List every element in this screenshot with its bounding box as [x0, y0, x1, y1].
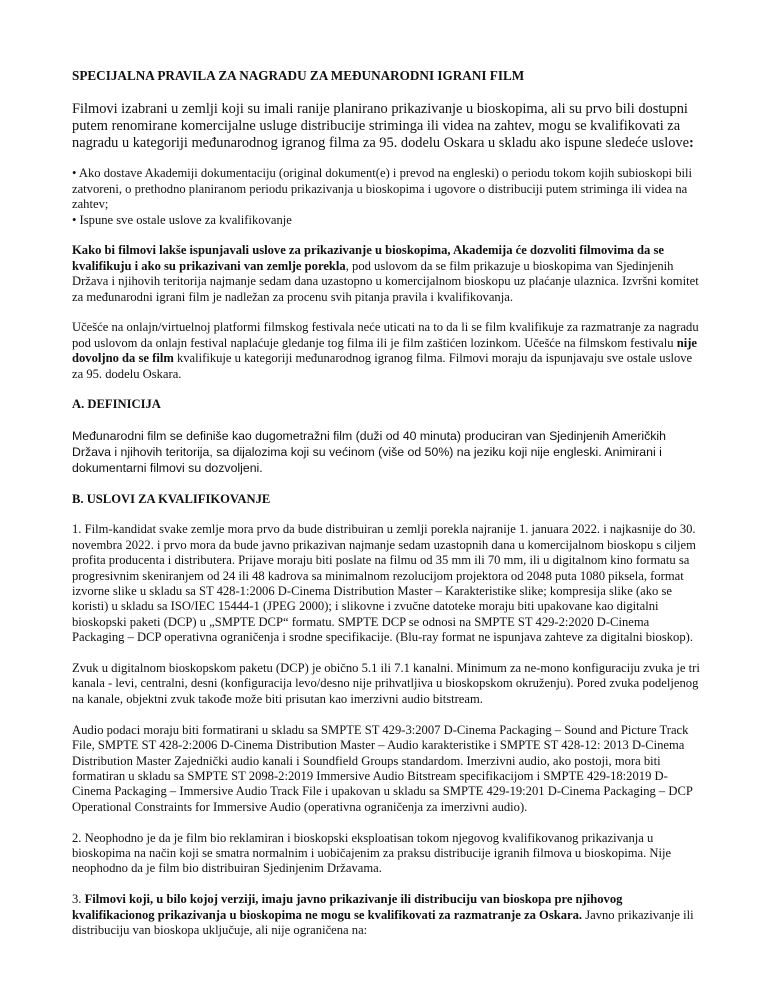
online-after: kvalifikuje u kategoriji međunarodnog igranog filma. Filmovi moraju da ispunjavaju sve ostale uslove za 95. dodelu Oskara. — [72, 351, 693, 381]
rule-3-bold: Filmovi koji, u bilo kojoj verziji, imaju javno prikazivanje ili distribuciju van bioskopa pre njihovog kvalifikacionog prikazivanja u bioskopima ne mogu se kvalifikovati za razmatranje za Oskara. — [72, 892, 623, 922]
academy-bold: Kako bi filmovi lakše ispunjavali uslove za prikazivanje u bioskopima, Akademija će dozvoliti filmovima da se kvalifikuju i ako su prikazivani van zemlje porekla — [72, 243, 664, 273]
section-a-heading: A. DEFINICIJA — [72, 397, 161, 412]
academy-rest: , pod uslovom da se film prikazuje u bioskopima van Sjedinjenih Država i njihovih teritorija najmanje sedam dana uzastopno u komercijalnom bioskopu uz plaćanje ulaznica. Izvršni komitet za međunarodni igrani film je nadležan za procenu svih pitanja pravila i kvalifikovanja. — [72, 258, 699, 304]
sound-paragraph: Zvuk u digitalnom bioskopskom paketu (DCP) je obično 5.1 ili 7.1 kanalni. Minimum za ne-mono konfiguraciju zvuka je tri kanala - levi, centralni, desni (konfiguracija levo/desno nije prihvatljiva u bioskopskom okruženju). Pored zvuka podeljenog na kanale, objektni zvuk takođe može biti prisutan kao imerzivni audio bitstream. — [72, 661, 700, 706]
rule-1-paragraph: 1. Film-kandidat svake zemlje mora prvo da bude distribuiran u zemlji porekla najranije 1. januara 2022. i najkasnije do 30. novembra 2022. i prvo mora da bude javno prikazivan najmanje sedam uzastopnih dana u komercijalnom bioskopu s ciljem profita producenta i distributera. Prijave moraju biti poslate na filmu od 35 mm ili 70 mm, ili u digitalnom kino formatu sa progresivnim skeniranjem od 24 ili 48 kadrova sa minimalnom rezolucijom projektora od 2048 puta 1080 piksela, format izvorne slike u skladu sa ST 428-1:2006 D-Cinema Distribution Master – Karakteristike slike; kompresija slike (ako se koristi) u skladu sa ISO/IEC 15444-1 (JPEG 2000); i slikovne i zvučne datoteke moraju biti upakovane kao digitalni bioskopski paketi (DCP) u „SMPTE DCP“ formatu. SMPTE DCP se odnosi na SMPTE ST 429-2:2020 D-Cinema Packaging – DCP operativna ograničenja i srodne specifikacije. (Blu-ray format ne ispunjava zahteve za digitalni bioskop). — [72, 522, 696, 645]
rule-3-paragraph — [72, 892, 704, 938]
definition-paragraph: Međunarodni film se definiše kao dugometražni film (duži od 40 minuta) produciran van Sjedinjenih Američkih Država i njihovih teritorija, sa dijalozima koji su većinom (više od 50%) na jeziku koji nije engleski. Animirani i dokumentarni filmovi su dozvoljeni. — [72, 429, 666, 476]
document-page — [72, 68, 704, 938]
bullet-item: • Ako dostave Akademiji dokumentaciju (original dokument(e) i prevod na engleski) o periodu tokom kojih subioskopi bili zatvoreni, o prethodno planiranom periodu prikazivanja u bioskopima i ugovore o distribuciji putem striminga ili videa na zahtev; — [72, 166, 693, 212]
intro-paragraph — [72, 101, 704, 152]
online-festival-paragraph — [72, 320, 704, 382]
rule-2-paragraph: 2. Neophodno je da je film bio reklamiran i bioskopski eksploatisan tokom njegovog kvalifikovanog prikazivanja u bioskopima na način koji se smatra normalnim i uobičajenim za praksu distribucije igranih filmova u bioskopima. Nije neophodno da je film bio distribuiran Sjedinjenim Državama. — [72, 830, 672, 876]
document-title: SPECIJALNA PRAVILA ZA NAGRADU ZA MEĐUNARODNI IGRANI FILM — [72, 68, 525, 83]
audio-paragraph: Audio podaci moraju biti formatirani u skladu sa SMPTE ST 429-3:2007 D-Cinema Packaging – Sound and Picture Track File, SMPTE ST 428-2:2006 D-Cinema Distribution Master – Audio karakteristike i SMPTE ST 428-12: 2013 D-Cinema Distribution Master Zajednički audio kanali i Soundfield Groups standardom. Imerzivni audio, ako postoji, mora biti formatiran u skladu sa SMPTE ST 2098-2:2019 Immersive Audio Bitstream specifikacijom i SMPTE 429-18:2019 D-Cinema Packaging – Immersive Audio Track File i upakovan u skladu sa SMPTE 429-19:201 D-Cinema Packaging – DCP Operational Constraints for Immersive Audio (operativna ograničenja za imerzivni audio). — [72, 722, 693, 814]
academy-paragraph — [72, 243, 704, 305]
intro-text: Filmovi izabrani u zemlji koji su imali ranije planirano prikazivanje u bioskopima, ali su prvo bili dostupni putem renomirane komercijalne usluge distribucije striminga ili videa na zahtev, mogu se kvalifikovati za nagradu u kategoriji međunarodnog igranog filma za 95. dodelu Oskara u skladu ako ispune sledeće uslove — [72, 101, 690, 152]
online-bold: nije dovoljno da se film — [72, 335, 697, 366]
bullet-item: • Ispune sve ostale uslove za kvalifikovanje — [72, 212, 292, 227]
rule-3-rest: Javno prikazivanje ili distribuciju van bioskopa uključuje, ali nije ograničena na: — [72, 907, 694, 937]
intro-colon: : — [689, 135, 694, 152]
section-b-heading: B. USLOVI ZA KVALIFIKOVANJE — [72, 491, 271, 506]
online-before: Učešće na onlajn/virtuelnoj platformi filmskog festivala neće uticati na to da li se film kvalifikuje za razmatranje za nagradu pod uslovom da onlajn festival naplaćuje gledanje tog filma ili je film zaštićen lozinkom. Učešće na filmskom festivalu — [72, 320, 699, 350]
rule-3-number: 3. — [72, 892, 85, 907]
